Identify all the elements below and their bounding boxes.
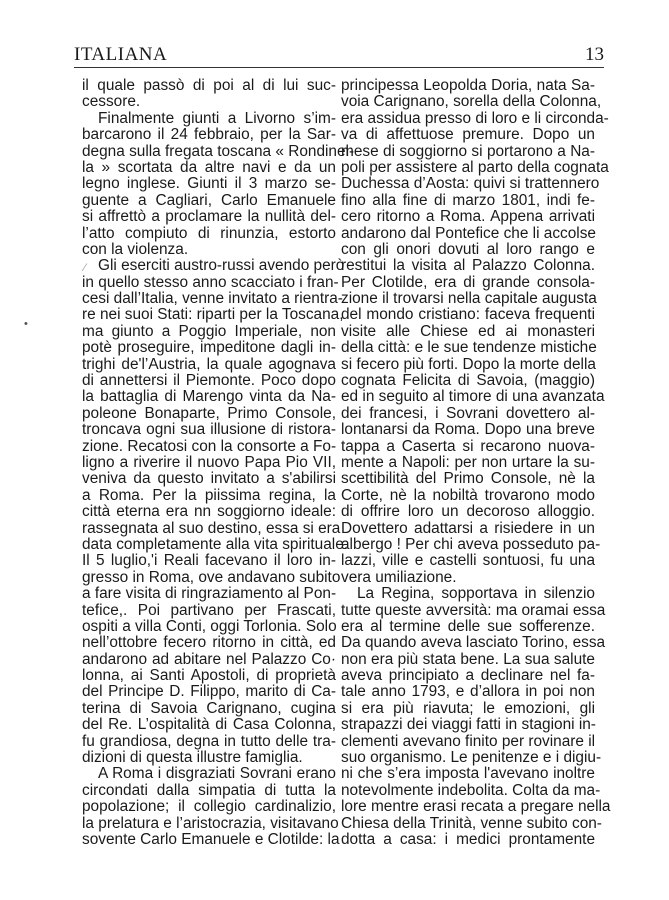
text-line: Dovettero adattarsi a risiedere in un xyxy=(341,519,595,537)
text-line: a fare visita di ringraziamento al Pon- xyxy=(82,585,337,603)
running-title: ITALIANA xyxy=(74,44,168,65)
text-line: suo organismo. Le penitenze e i digiu- xyxy=(341,749,602,767)
text-line: di annettersi il Piemonte. Poco dopo xyxy=(82,372,336,390)
text-line: era al termine delle sue sofferenze. xyxy=(341,617,595,635)
text-line: città eterna era nn soggiorno ideale: xyxy=(82,503,336,521)
text-line: andarono dal Pontefice che li accolse xyxy=(341,224,596,242)
text-line: aveva principiato a declinare nel fa- xyxy=(341,667,595,685)
text-line: del Re. L’ospitalità di Casa Colonna, xyxy=(82,716,336,734)
text-line: mese di soggiorno si portarono a Na- xyxy=(341,142,595,160)
text-line: La Regina, sopportava in silenzio xyxy=(357,585,595,603)
text-line: re nei suoi Stati: riparti per la Toscana, xyxy=(82,306,344,324)
text-line: dotta a casa: i medici prontamente xyxy=(341,830,595,848)
text-line: del Principe D. Filippo, marito di Ca- xyxy=(82,683,336,701)
text-line: ligno a riverire il nuovo Papa Pio VII, xyxy=(82,453,336,471)
text-line: cesi dall’Italia, venne invitato a rientra- xyxy=(82,290,343,308)
text-line: tale anno 1793, e d’allora in poi non xyxy=(341,683,595,701)
text-line: dizioni di questa illustre famiglia. xyxy=(82,749,303,767)
text-line: restitui la visita al Palazzo Colonna. xyxy=(341,257,595,275)
text-line: potè proseguire, impeditone dagli in- xyxy=(82,339,336,357)
text-line: Il 5 luglio,'i Reali facevano il loro in- xyxy=(82,552,336,570)
margin-mark: ⁄ xyxy=(84,262,86,274)
text-line: poli per assistere al parto della cognata xyxy=(341,158,609,176)
text-line: la battaglia di Marengo vinta da Na- xyxy=(82,388,336,406)
text-line: ed in seguito al timore di una avanzata xyxy=(341,388,605,406)
page-header xyxy=(74,40,604,66)
text-line: troncava ogni sua illusione di ristora- xyxy=(82,421,336,439)
text-line: in quello stesso anno scacciato i fran- xyxy=(82,273,339,291)
text-line: voia Carignano, sorella della Colonna, xyxy=(341,93,602,111)
page-number: 13 xyxy=(585,44,604,65)
text-line: zione. Recatosi con la consorte a Fo- xyxy=(82,437,337,455)
text-line: della città: e le sue tendenze mistiche xyxy=(341,339,597,357)
text-line: clementi avevano finito per rovinare il xyxy=(341,732,596,750)
text-line: ma giunto a Poggio Imperiale, non xyxy=(82,322,336,340)
text-line: albergo ! Per chi aveva posseduto pa- xyxy=(341,535,601,553)
text-line: fino alla fine di marzo 1801, indi fe- xyxy=(341,191,595,209)
text-line: lazzi, ville e castelli sontuosi, fu una xyxy=(341,552,595,570)
text-line: circondati dalla simpatia di tutta la xyxy=(82,781,336,799)
text-line: nell’ottobre fecero ritorno in città, ed xyxy=(82,634,336,652)
text-line: a Roma. Per la piissima regina, la xyxy=(82,486,336,504)
text-line: la » scortata da altre navi e da un xyxy=(82,158,336,176)
text-line: principessa Leopolda Doria, nata Sa- xyxy=(341,77,595,94)
text-line: del mondo cristiano: faceva frequenti xyxy=(341,306,595,324)
text-line: vera umiliazione. xyxy=(341,568,457,586)
text-line: scettibilità del Primo Console, nè la xyxy=(341,470,595,488)
text-line: tappa a Caserta si recarono nuova- xyxy=(341,437,595,455)
text-line: poleone Bonaparte, Primo Console, xyxy=(82,404,336,422)
text-line: si affrettò a proclamare la nullità del- xyxy=(82,208,336,226)
text-line: visite alle Chiese ed ai monasteri xyxy=(341,322,595,340)
text-line: cessore. xyxy=(82,93,141,111)
text-line: data completamente alla vita spirituale. xyxy=(82,535,349,553)
text-line: ospiti a villa Conti, oggi Torlonia. Solo xyxy=(82,617,337,635)
text-line: Corte, nè la nobiltà trovarono modo xyxy=(341,486,595,504)
text-line: dei francesi, i Sovrani dovettero al- xyxy=(341,404,595,422)
margin-mark: • xyxy=(24,318,28,330)
text-line: il quale passò di poi al di lui suc- xyxy=(82,77,336,94)
left-column xyxy=(82,77,355,848)
text-line: Duchessa d’Aosta: quivi si trattennero xyxy=(341,175,600,193)
text-line: Finalmente giunti a Livorno s’im- xyxy=(98,109,336,127)
text-line: zione il trovarsi nella capitale augusta xyxy=(341,290,597,308)
text-line: con gli onori dovuti al loro rango e xyxy=(341,240,595,258)
text-line: gresso in Roma, ove andavano subito xyxy=(82,568,341,586)
text-line: Chiesa della Trinità, venne subito con- xyxy=(341,814,602,832)
text-line: cognata Felicita di Savoia, (maggio) xyxy=(341,372,595,390)
text-line: strapazzi dei viaggi fatti in stagioni in- xyxy=(341,716,596,734)
text-line: trighi de'l’Austria, la quale agognava xyxy=(82,355,336,373)
text-line: Gli eserciti austro-russi avendo però xyxy=(98,257,345,275)
text-line: si era più riavuta; le emozioni, gli xyxy=(341,699,595,717)
text-line: lontanarsi da Roma. Dopo una breve xyxy=(341,421,595,439)
text-line: degna sulla fregata toscana « Rondinel- xyxy=(82,142,355,160)
right-column xyxy=(341,77,611,848)
text-line: notevolmente indebolita. Colta da ma- xyxy=(341,781,601,799)
text-line: legno inglese. Giunti il 3 marzo se- xyxy=(82,175,336,193)
text-line: Da quando aveva lasciato Torino, essa xyxy=(341,634,606,652)
text-line: con la violenza. xyxy=(82,240,189,258)
text-line: sovente Carlo Emanuele e Clotilde: la xyxy=(82,830,340,848)
text-line: andarono ad abitare nel Palazzo Co· xyxy=(82,650,336,668)
text-line: rassegnata al suo destino, essa si era xyxy=(82,519,341,537)
text-line: guente a Cagliari, Carlo Emanuele xyxy=(82,191,336,209)
text-line: fu grandiosa, degna in tutto delle tra- xyxy=(82,732,336,750)
text-line: lore mentre erasi recata a pregare nella xyxy=(341,798,611,816)
text-line: si fecero più forti. Dopo la morte della xyxy=(341,355,596,373)
text-line: era assidua presso di loro e li circonda- xyxy=(341,109,609,127)
text-line: non era più stata bene. La sua salute xyxy=(341,650,595,668)
text-line: la prelatura e l’aristocrazia, visitavano xyxy=(82,814,339,832)
text-line: ni che s’era imposta l'avevano inoltre xyxy=(341,765,595,783)
text-line: tutte queste avversità: ma oramai essa xyxy=(341,601,606,619)
text-line: terina di Savoia Carignano, cugina xyxy=(82,699,336,717)
text-line: lonna, ai Santi Apostoli, di proprietà xyxy=(82,667,336,685)
text-line: va di affettuose premure. Dopo un xyxy=(341,126,595,144)
text-line: barcarono il 24 febbraio, per la Sar- xyxy=(82,126,336,144)
text-line: tefice,. Poi partivano per Frascati, xyxy=(82,601,336,619)
text-line: popolazione; il collegio cardinalizio, xyxy=(82,798,336,816)
text-line: di offrire loro un decoroso alloggio. xyxy=(341,503,595,521)
text-line: Per Clotilde, era di grande consola- xyxy=(341,273,595,291)
text-line: l’atto compiuto di rinunzia, estorto xyxy=(82,224,336,242)
text-line: mente a Napoli: per non urtare la su- xyxy=(341,453,595,471)
header-rule xyxy=(74,67,604,68)
text-line: A Roma i disgraziati Sovrani erano xyxy=(98,765,336,783)
text-line: cero ritorno a Roma. Appena arrivati xyxy=(341,208,595,226)
text-line: veniva da questo invitato a s'abilirsi xyxy=(82,470,336,488)
